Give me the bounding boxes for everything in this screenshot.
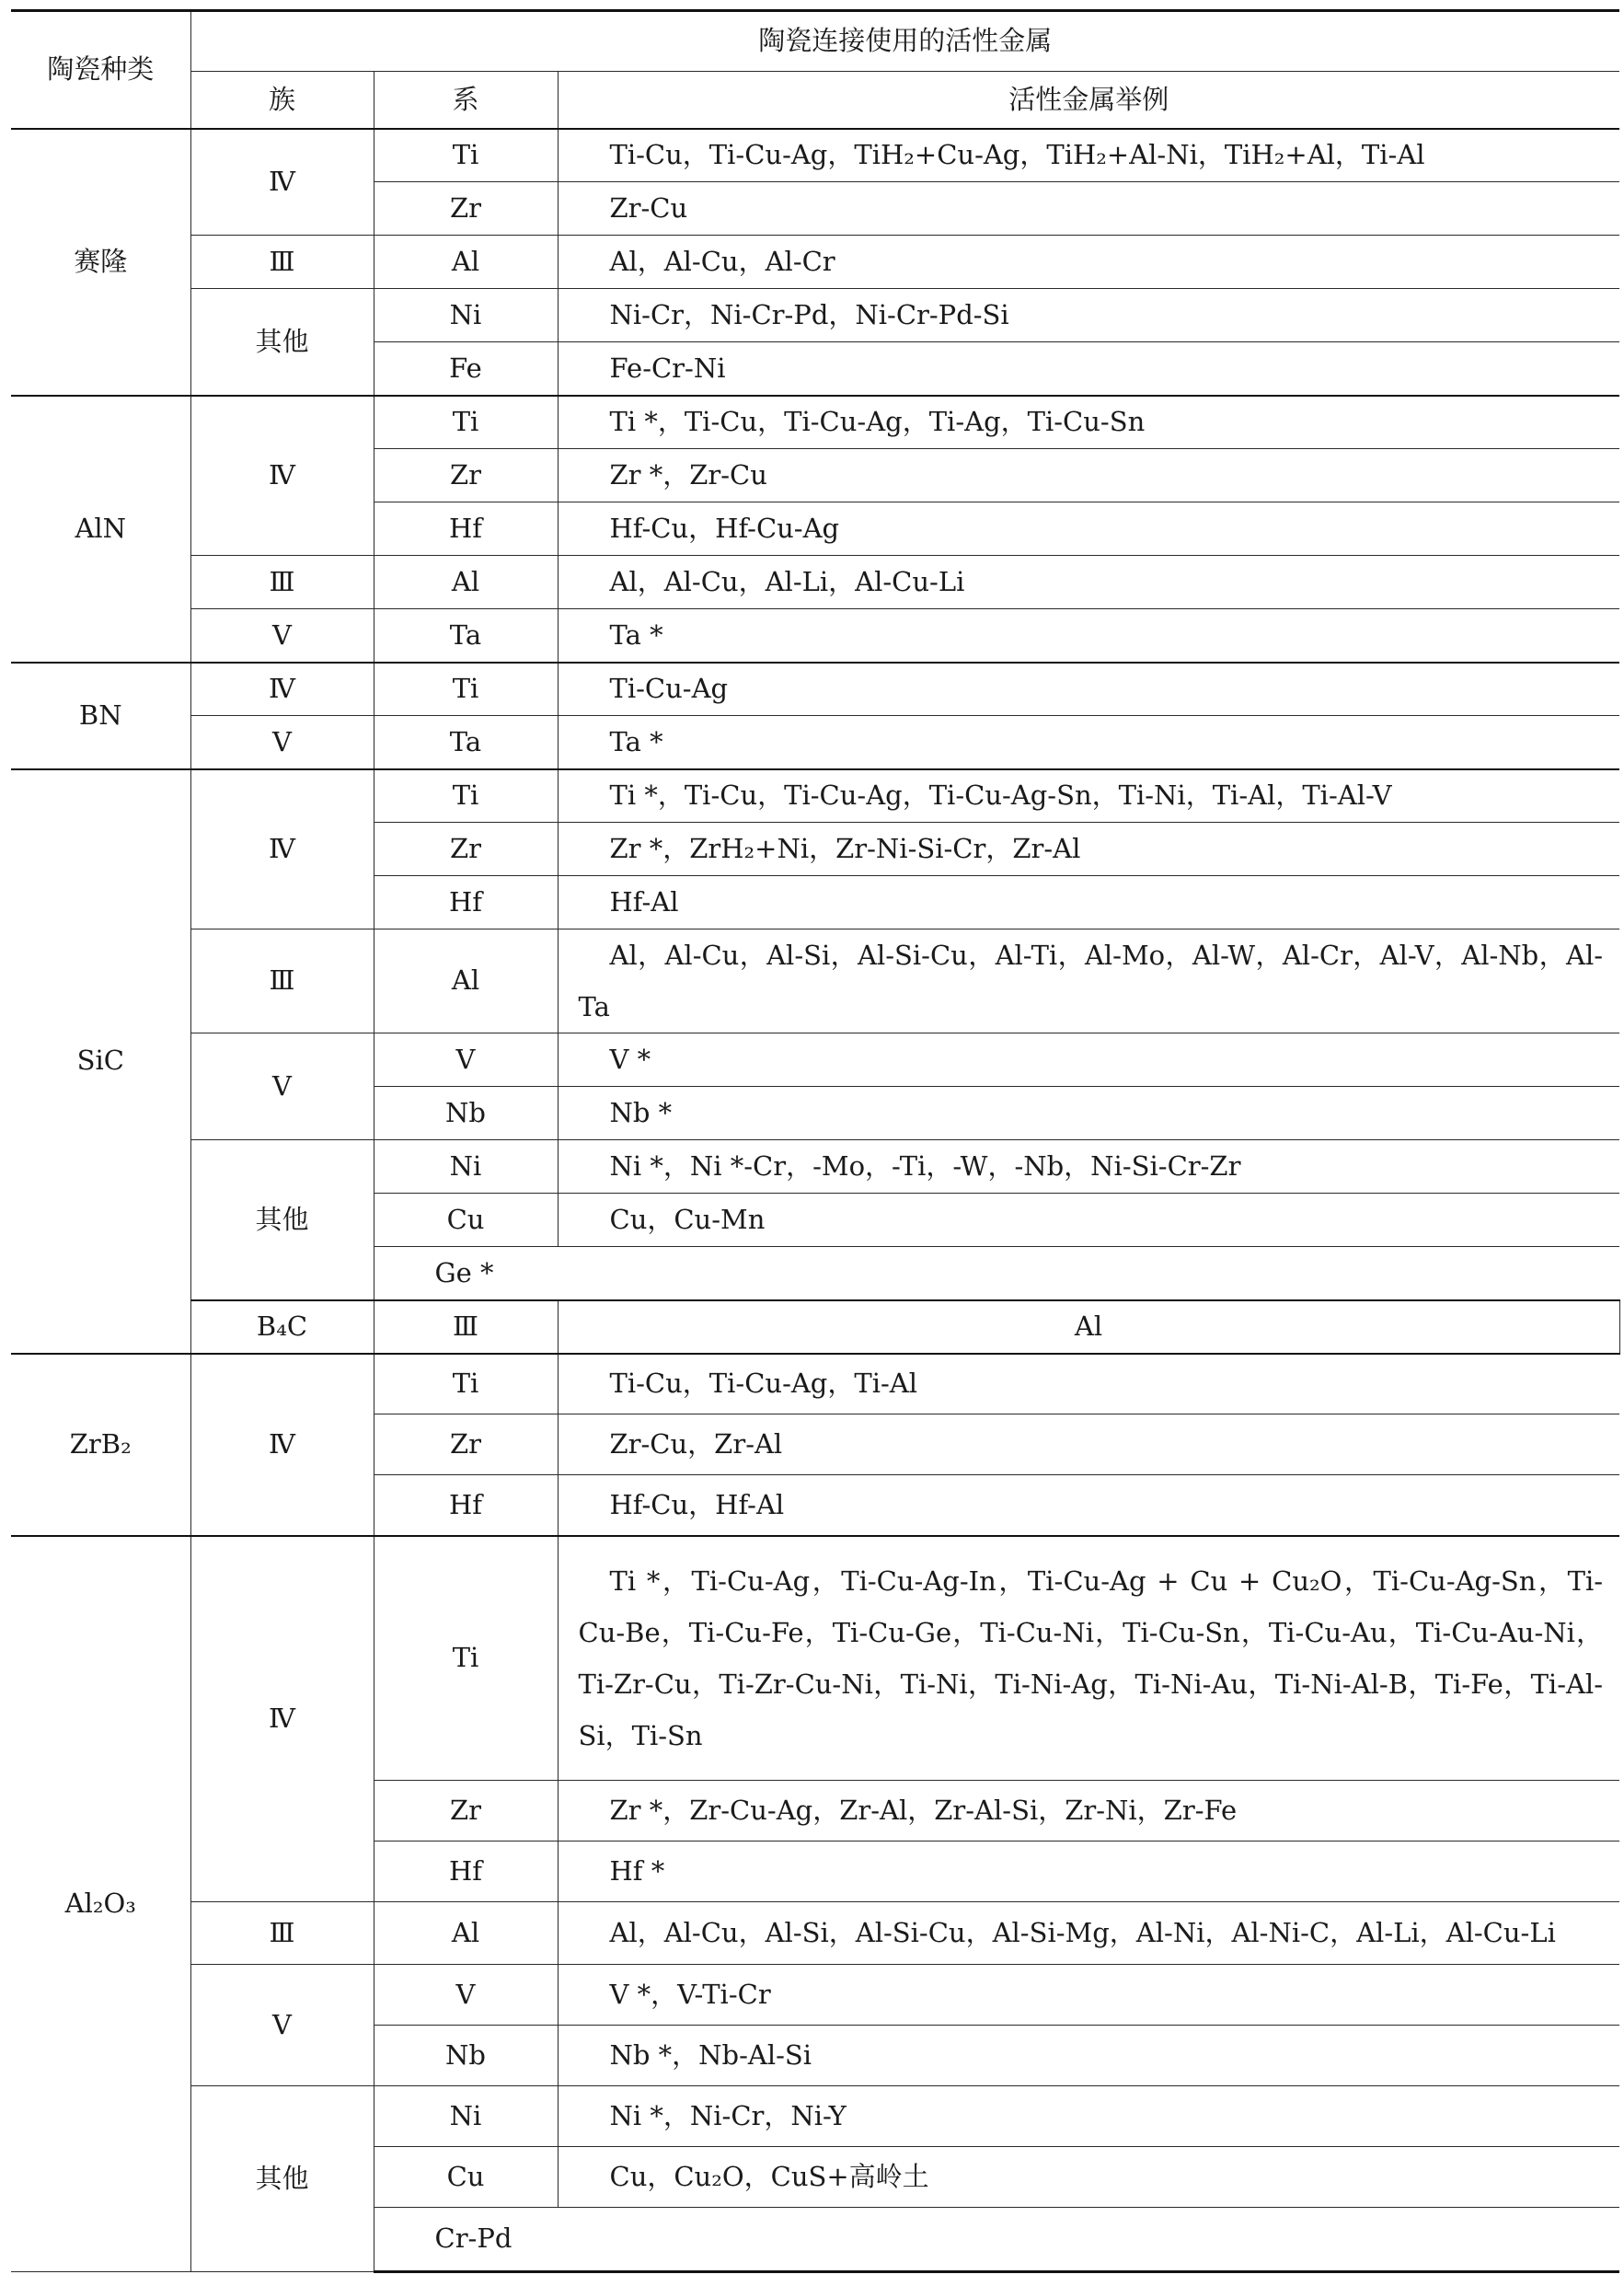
series-cell: Al	[374, 929, 558, 1033]
series-cell: Ti	[374, 129, 558, 182]
series-cell: Zr	[374, 1414, 558, 1475]
ceramic-cell: AlN	[11, 396, 190, 663]
series-cell: Zr	[374, 182, 558, 236]
series-cell: V	[374, 1965, 558, 2026]
example-cell: Ti-Cu，Ti-Cu-Ag，TiH₂+Cu-Ag，TiH₂+Al-Ni，TiH₂+Al，Ti-Al	[558, 129, 1619, 182]
group-cell: Ⅲ	[190, 556, 374, 609]
table-row	[11, 289, 1619, 342]
series-cell: Ti	[374, 396, 558, 449]
group-cell: Ⅴ	[190, 1965, 374, 2086]
example-cell	[558, 1536, 1619, 1781]
ceramic-cell: BN	[11, 663, 190, 769]
example-cell: Al，Al-Cu，Al-Si，Al-Si-Cu，Al-Si-Mg，Al-Ni，Al-Ni-C，Al-Li，Al-Cu-Li	[558, 1902, 1619, 1965]
example-cell: Ti-Cu，Ti-Cu-Ag，Ti-Al	[558, 1354, 1619, 1414]
series-cell: V	[374, 1033, 558, 1087]
series-cell: Ni	[374, 1140, 558, 1194]
group-cell: Ⅴ	[190, 716, 374, 769]
example-cell: Hf *	[558, 1842, 1619, 1902]
example-cell: Hf-Cu，Hf-Al	[558, 1475, 1619, 1536]
ceramic-cell: B₄C	[190, 1300, 374, 1354]
example-cell	[558, 929, 1619, 1033]
example-cell: Zr *，Zr-Cu-Ag，Zr-Al，Zr-Al-Si，Zr-Ni，Zr-Fe	[558, 1781, 1619, 1842]
table-row	[11, 769, 1619, 823]
group-cell: Ⅳ	[190, 769, 374, 929]
group-cell: 其他	[190, 1140, 374, 1300]
example-cell: Ta *	[558, 609, 1619, 663]
group-cell: Ⅳ	[190, 1536, 374, 1902]
example-cell: Ti *，Ti-Cu，Ti-Cu-Ag，Ti-Ag，Ti-Cu-Sn	[558, 396, 1619, 449]
table-row	[11, 929, 1619, 1033]
table-row	[11, 1033, 1619, 1087]
example-cell: Ti *，Ti-Cu，Ti-Cu-Ag，Ti-Cu-Ag-Sn，Ti-Ni，Ti-Al，Ti-Al-V	[558, 769, 1619, 823]
series-cell: Cu	[374, 1194, 558, 1247]
table-header-row-1	[11, 11, 1619, 72]
group-cell: Ⅲ	[190, 929, 374, 1033]
series-cell: Cu	[374, 2147, 558, 2208]
series-cell: Ti	[374, 1354, 558, 1414]
group-cell: Ⅲ	[374, 1300, 558, 1354]
table-row	[11, 1536, 1619, 1781]
series-cell: Al	[374, 556, 558, 609]
series-cell: Ti	[374, 769, 558, 823]
example-text: Ti *，Ti-Cu-Ag，Ti-Cu-Ag-In，Ti-Cu-Ag + Cu + Cu₂O，Ti-Cu-Ag-Sn，Ti-Cu-Be，Ti-Cu-Fe，Ti-Cu-Ge，Ti-Cu-Ni，Ti-Cu-Sn，Ti-Cu-Au，Ti-Cu-Au-Ni，Ti-Zr-Cu，Ti-Zr-Cu-Ni，Ti-Ni，Ti-Ni-Ag，Ti-Ni-Au，Ti-Ni-Al-B，Ti-Fe，Ti-Al-Si，Ti-Sn	[578, 1564, 1604, 1751]
ceramic-cell: ZrB₂	[11, 1354, 190, 1536]
example-cell: Zr *，Zr-Cu	[558, 449, 1619, 502]
table-row	[11, 663, 1619, 716]
example-cell: Cu，Cu₂O，CuS+高岭土	[558, 2147, 1619, 2208]
table-row	[11, 1354, 1619, 1414]
group-cell: 其他	[190, 289, 374, 396]
table-header-row-2	[11, 72, 1619, 129]
table-row	[11, 1140, 1619, 1194]
example-cell: V *	[558, 1033, 1619, 1087]
group-cell: 其他	[190, 2086, 374, 2272]
table-page	[11, 9, 1619, 2273]
series-cell: Nb	[374, 1087, 558, 1140]
series-cell: Al	[374, 1902, 558, 1965]
example-cell: Zr-Cu	[558, 182, 1619, 236]
example-cell: Nb *，Nb-Al-Si	[558, 2026, 1619, 2086]
series-cell: Hf	[374, 1842, 558, 1902]
example-cell: Ti-Cu-Ag	[558, 663, 1619, 716]
series-cell: Al	[374, 236, 558, 289]
series-cell: Ta	[374, 716, 558, 769]
example-cell: Ni-Cr，Ni-Cr-Pd，Ni-Cr-Pd-Si	[558, 289, 1619, 342]
series-cell: Ni	[374, 289, 558, 342]
example-cell: Zr *，ZrH₂+Ni，Zr-Ni-Si-Cr，Zr-Al	[558, 823, 1619, 876]
example-cell: Al，Al-Cu，Al-Cr	[558, 236, 1619, 289]
ceramic-cell: 赛隆	[11, 129, 190, 396]
group-cell: Ⅳ	[190, 396, 374, 556]
group-cell: Ⅲ	[190, 236, 374, 289]
series-cell: Zr	[374, 449, 558, 502]
group-cell: Ⅳ	[190, 663, 374, 716]
table-row	[11, 716, 1619, 769]
example-cell: Hf-Cu，Hf-Cu-Ag	[558, 502, 1619, 556]
series-cell: Fe	[374, 342, 558, 396]
table-row	[11, 396, 1619, 449]
group-cell: Ⅳ	[190, 1354, 374, 1536]
example-cell: Ta *	[558, 716, 1619, 769]
ceramic-cell: Al₂O₃	[11, 1536, 190, 2272]
series-cell: Zr	[374, 823, 558, 876]
example-cell: Ni *，Ni *-Cr，-Mo，-Ti，-W，-Nb，Ni-Si-Cr-Zr	[558, 1140, 1619, 1194]
series-cell: Ni	[374, 2086, 558, 2147]
table-row	[11, 1902, 1619, 1965]
example-cell: Nb *	[558, 1087, 1619, 1140]
table-row	[11, 1965, 1619, 2026]
example-cell: Fe-Cr-Ni	[558, 342, 1619, 396]
table-row	[11, 556, 1619, 609]
series-cell: Nb	[374, 2026, 558, 2086]
series-cell: Hf	[374, 1475, 558, 1536]
series-cell: Ta	[374, 609, 558, 663]
header-example: 活性金属举例	[558, 72, 1619, 129]
example-cell: Ni *，Ni-Cr，Ni-Y	[558, 2086, 1619, 2147]
header-group: 族	[190, 72, 374, 129]
series-cell: Hf	[374, 502, 558, 556]
series-cell: Ge *	[374, 1247, 1619, 1300]
table-row	[11, 236, 1619, 289]
table-row	[11, 2086, 1619, 2147]
group-cell: Ⅳ	[190, 129, 374, 236]
series-cell: Al	[558, 1300, 1619, 1354]
group-cell: Ⅴ	[190, 1033, 374, 1140]
table-row	[11, 609, 1619, 663]
header-ceramic-type: 陶瓷种类	[11, 11, 190, 129]
series-cell: Zr	[374, 1781, 558, 1842]
example-cell: Cu，Cu-Mn	[558, 1194, 1619, 1247]
series-cell: Hf	[374, 876, 558, 929]
header-series: 系	[374, 72, 558, 129]
example-cell: Hf-Al	[558, 876, 1619, 929]
series-cell: Ti	[374, 1536, 558, 1781]
example-cell: Zr-Cu，Zr-Al	[558, 1414, 1619, 1475]
example-text: Al，Al-Cu，Al-Si，Al-Si-Cu，Al-Ti，Al-Mo，Al-W，Al-Cr，Al-V，Al-Nb，Al-Ta	[578, 940, 1604, 1022]
table-row	[11, 1300, 1619, 1354]
group-cell: Ⅴ	[190, 609, 374, 663]
series-cell: Ti	[374, 663, 558, 716]
example-cell: V *，V-Ti-Cr	[558, 1965, 1619, 2026]
table-row	[11, 129, 1619, 182]
ceramic-cell: SiC	[11, 769, 190, 1354]
active-metal-table	[11, 9, 1619, 2273]
header-active-metal-group: 陶瓷连接使用的活性金属	[190, 11, 1619, 72]
group-cell: Ⅲ	[190, 1902, 374, 1965]
example-cell: Al，Al-Cu，Al-Li，Al-Cu-Li	[558, 556, 1619, 609]
series-cell: Cr-Pd	[374, 2208, 1619, 2272]
